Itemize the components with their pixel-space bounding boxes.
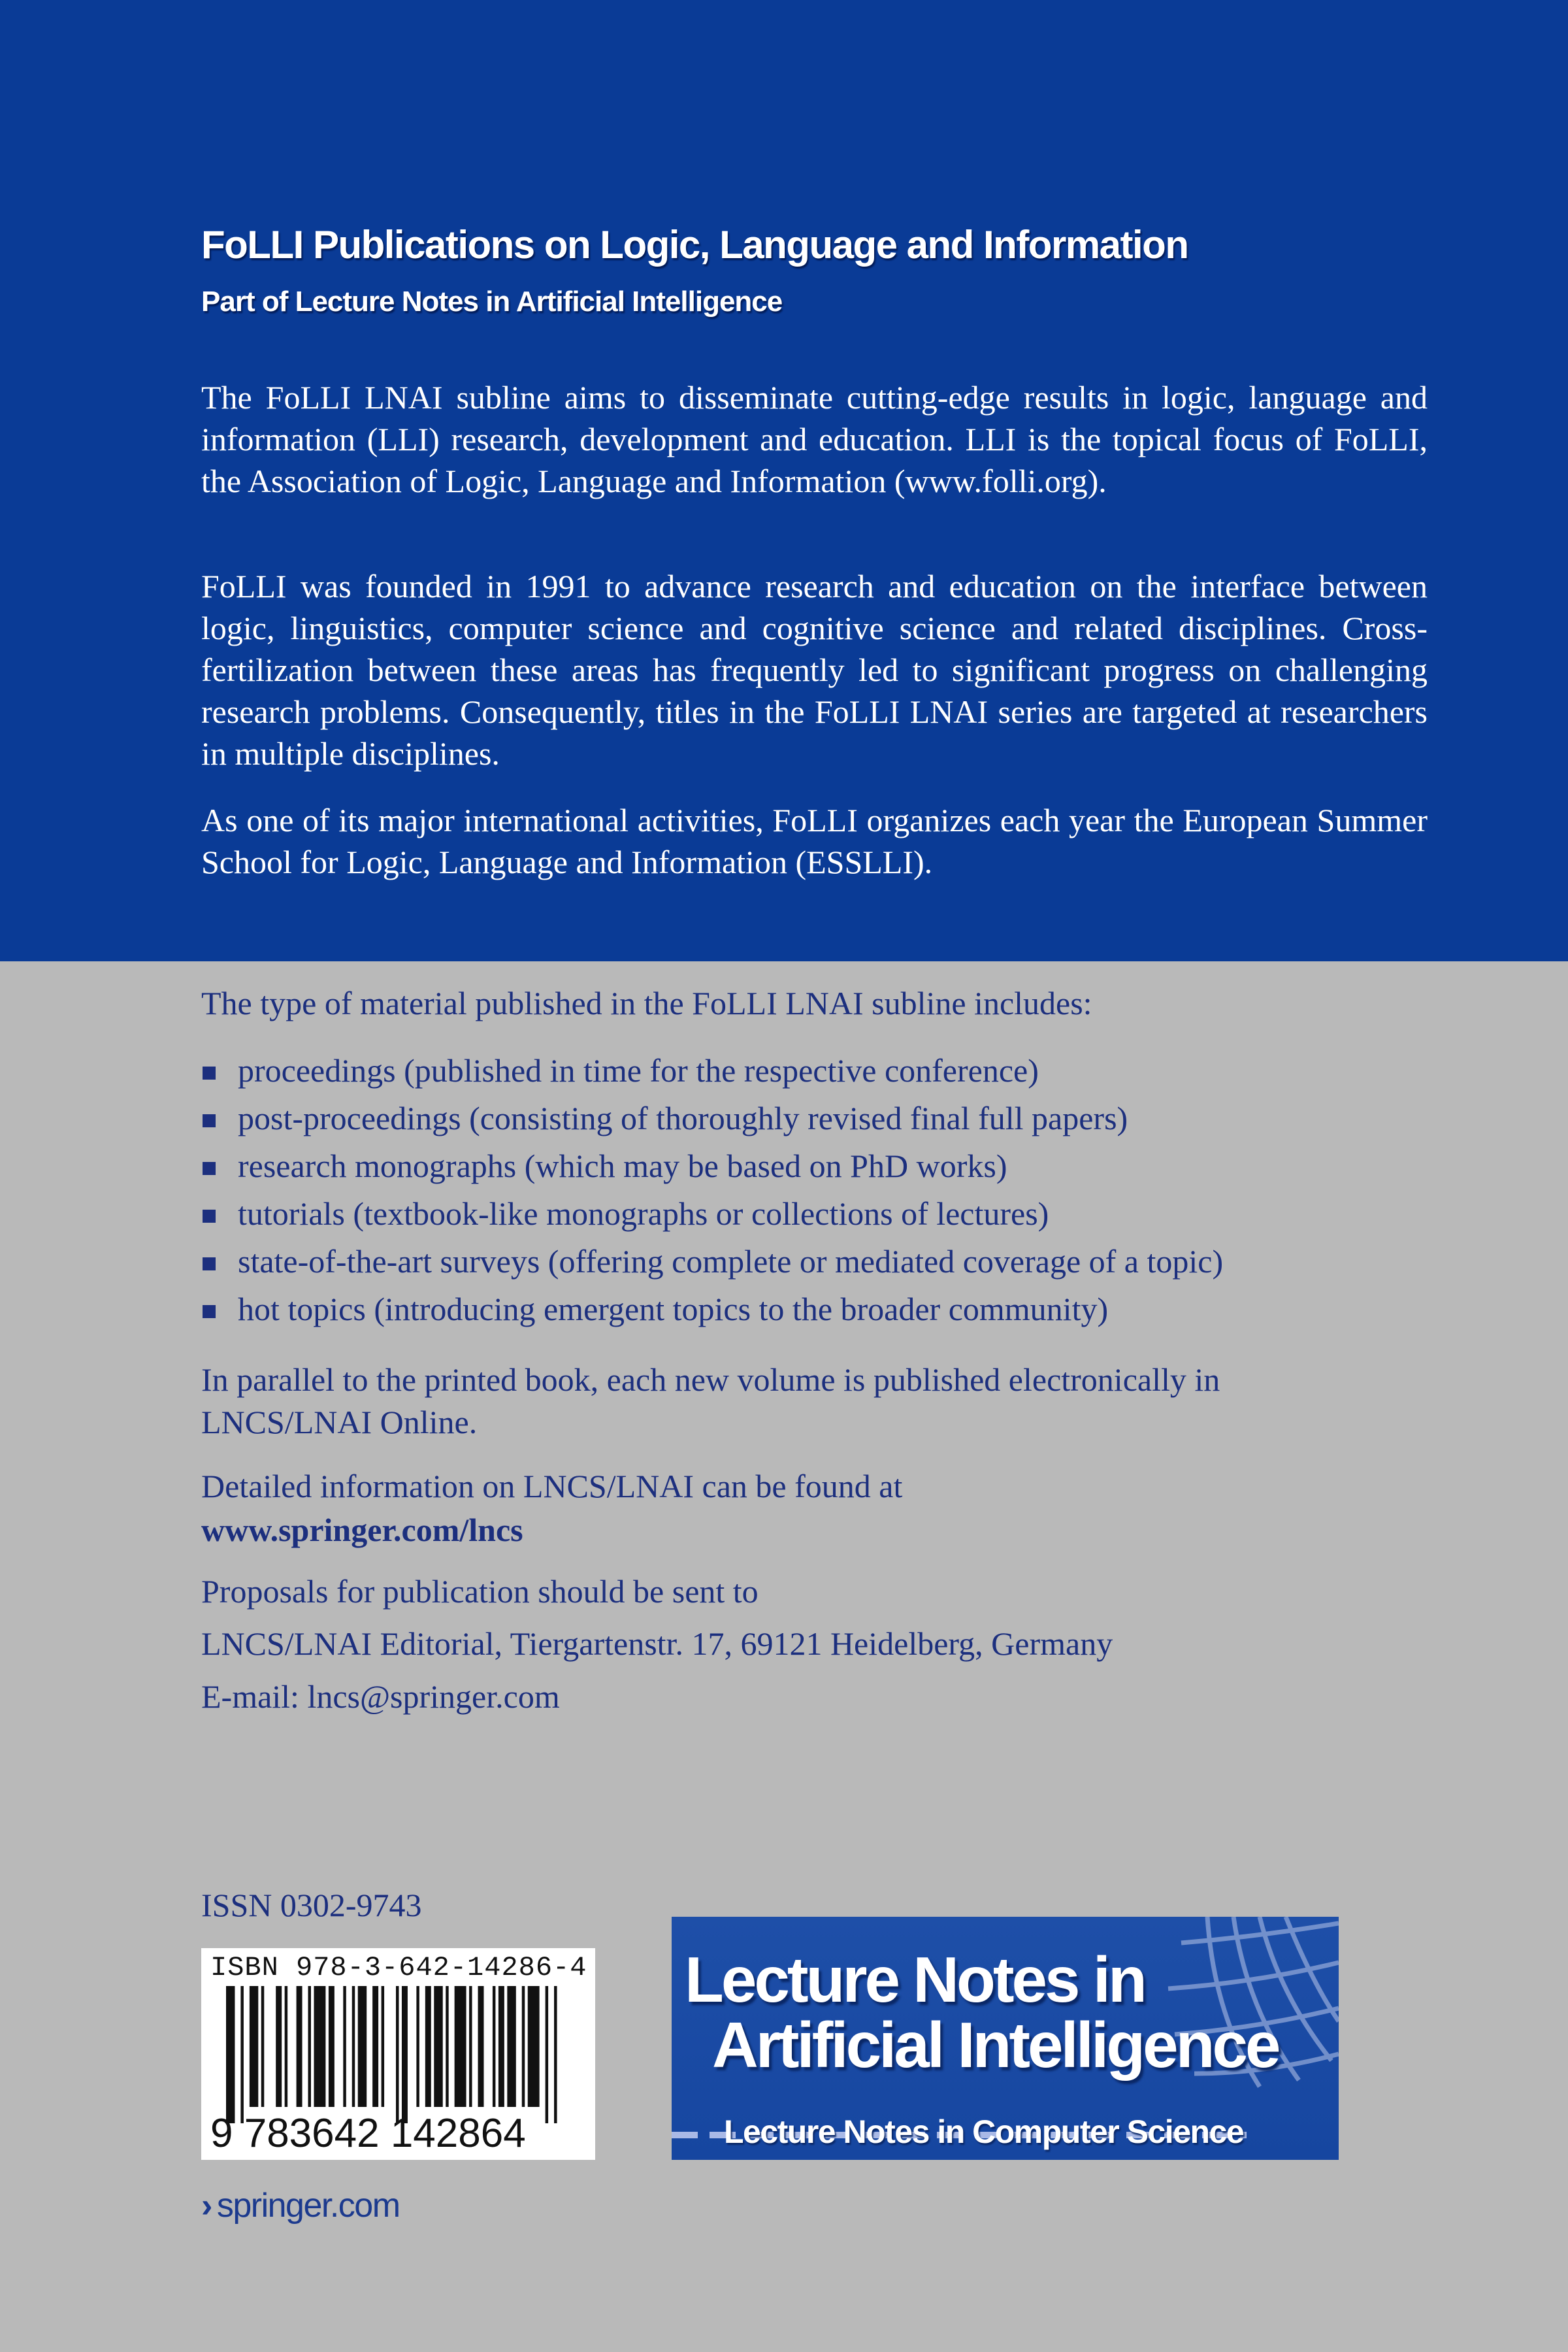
barcode-bar xyxy=(446,1986,448,2107)
barcode-bar xyxy=(372,1986,378,2107)
intro-paragraph-3: As one of its major international activities, FoLLI organizes each year the European Summer School for Logic, Language and Information (ESSLLI). xyxy=(201,802,1428,880)
email-text: E-mail: lncs@springer.com xyxy=(201,1678,560,1715)
bullet-square-icon xyxy=(203,1067,216,1080)
barcode-bar xyxy=(297,1986,302,2107)
barcode-bar xyxy=(528,1986,540,2107)
bullet-square-icon xyxy=(203,1257,216,1270)
list-item: state-of-the-art surveys (offering complete or mediated coverage of a topic) xyxy=(201,1238,1443,1285)
barcode-bar xyxy=(382,1986,384,2107)
barcode-bar xyxy=(434,1986,442,2107)
barcode-bar xyxy=(226,1986,235,2123)
barcode-bar xyxy=(276,1986,282,2107)
list-item: tutorials (textbook-like monographs or collections of lectures) xyxy=(201,1190,1443,1238)
barcode-bar xyxy=(402,1986,408,2123)
barcode-bar xyxy=(493,1986,495,2107)
proposals-text: Proposals for publication should be sent to xyxy=(201,1573,759,1610)
issn: ISSN 0302-9743 xyxy=(201,1887,422,1923)
logo-line-1: Lecture Notes in xyxy=(685,1944,1145,2015)
barcode-bar xyxy=(498,1986,504,2107)
barcode-bar xyxy=(546,1986,548,2123)
list-item: research monographs (which may be based on PhD works) xyxy=(201,1142,1443,1190)
lncs-url-link[interactable]: www.springer.com/lncs xyxy=(201,1512,523,1548)
editorial-address: LNCS/LNAI Editorial, Tiergartenstr. 17, 69121 Heidelberg, Germany xyxy=(201,1625,1113,1662)
logo-line-2: Artificial Intelligence xyxy=(712,2009,1279,2081)
barcode-bar xyxy=(314,1986,325,2107)
barcode-bar xyxy=(250,1986,258,2107)
barcode-bar xyxy=(396,1986,399,2123)
bullet-square-icon xyxy=(203,1162,216,1175)
bullet-square-icon xyxy=(203,1305,216,1318)
barcode-bar xyxy=(358,1986,367,2107)
barcode-bar xyxy=(308,1986,311,2107)
barcode-bar xyxy=(285,1986,287,2107)
detailed-info-text: Detailed information on LNCS/LNAI can be found at xyxy=(201,1468,903,1504)
material-intro: The type of material published in the FoLLI LNAI subline includes: xyxy=(201,985,1092,1021)
barcode-bars xyxy=(226,1986,566,2123)
list-item: proceedings (published in time for the respective conference) xyxy=(201,1047,1443,1095)
springer-site: springer.com xyxy=(216,2187,400,2225)
list-item: post-proceedings (consisting of thoroughly revised final full papers) xyxy=(201,1095,1443,1142)
lnai-series-logo xyxy=(672,1917,1339,2160)
barcode-bar xyxy=(261,1986,264,2107)
barcode-bar xyxy=(343,1986,346,2107)
barcode-bar xyxy=(240,1986,243,2123)
isbn-number: ISBN 978-3-642-14286-4 xyxy=(210,1952,587,1983)
parallel-text-1: In parallel to the printed book, each new volume is published electronically in xyxy=(201,1361,1220,1398)
barcode-bar xyxy=(352,1986,355,2107)
barcode-bar xyxy=(507,1986,515,2107)
chevron-right-icon: › xyxy=(201,2187,212,2225)
isbn-barcode xyxy=(201,1948,595,2160)
parallel-text-2: LNCS/LNAI Online. xyxy=(201,1404,478,1440)
barcode-bar xyxy=(522,1986,525,2107)
material-list xyxy=(201,1047,1443,1333)
barcode-bar xyxy=(478,1986,484,2107)
bullet-square-icon xyxy=(203,1210,216,1223)
intro-paragraph-2: FoLLI was founded in 1991 to advance research and education on the interface between logic, linguistics, computer science and cognitive science and related disciplines. Cross-fertilization between these areas has frequently led to significant progress on challenging research problems. Consequently, titles in the FoLLI LNAI series are targeted at researchers in multiple disciplines. xyxy=(201,568,1428,772)
barcode-bar xyxy=(329,1986,335,2107)
barcode-bar xyxy=(554,1986,557,2123)
intro-paragraph-1: The FoLLI LNAI subline aims to disseminate cutting-edge results in logic, language and information (LLI) research, development and education. LLI is the topical focus of FoLLI, the Association of Logic, Language and Information (www.folli.org). xyxy=(201,379,1428,499)
springer-link[interactable] xyxy=(201,2186,400,2225)
list-item: hot topics (introducing emergent topics to the broader community) xyxy=(201,1285,1443,1333)
barcode-bar xyxy=(469,1986,472,2107)
barcode-bar xyxy=(425,1986,431,2107)
bullet-square-icon xyxy=(203,1114,216,1127)
series-subtitle: Part of Lecture Notes in Artificial Intelligence xyxy=(201,286,783,318)
barcode-bar xyxy=(416,1986,419,2107)
logo-line-3: Lecture Notes in Computer Science xyxy=(724,2113,1244,2150)
series-title: FoLLI Publications on Logic, Language and Information xyxy=(201,223,1188,267)
barcode-bar xyxy=(455,1986,466,2107)
ean-number: 9 783642 142864 xyxy=(210,2111,526,2156)
